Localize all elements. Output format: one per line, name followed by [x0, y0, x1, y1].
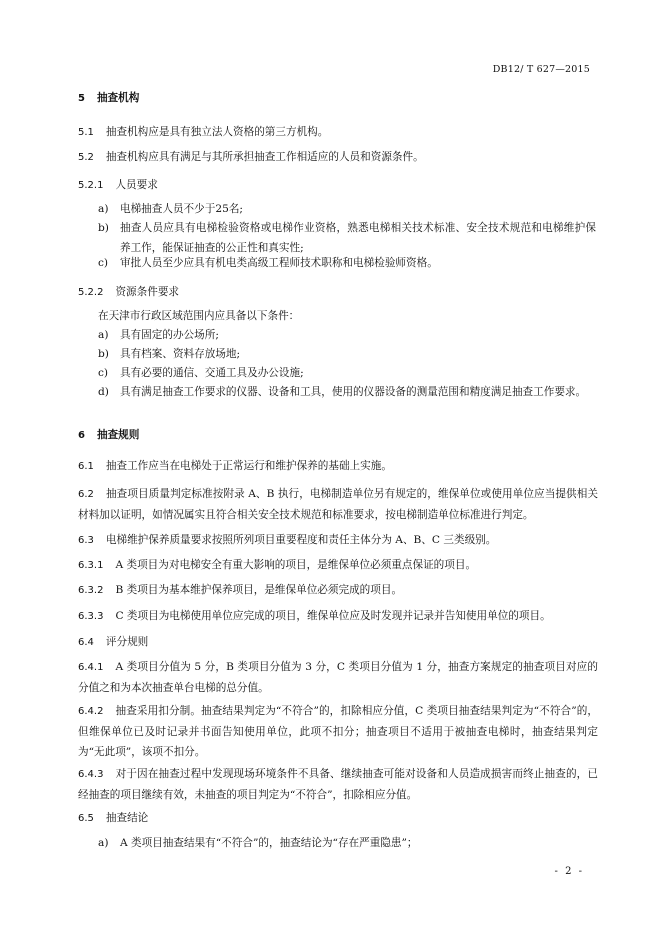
clause-number: 6.1 — [78, 461, 94, 472]
clause-6-4-3 — [78, 764, 598, 805]
list-item — [98, 363, 596, 383]
section-number: 5 — [78, 93, 85, 104]
clause-text: 抽查工作应当在电梯处于正常运行和维护保养的基础上实施。 — [105, 460, 392, 472]
clause-text: 电梯维护保养质量要求按照所列项目重要程度和责任主体分为 A、B、C 三类级别。 — [105, 534, 497, 546]
clause-text: 人员要求 — [115, 179, 158, 191]
clause-number: 6.4 — [78, 637, 94, 648]
list-text: 审批人员至少应具有机电类高级工程师技术职称和电梯检验师资格。 — [120, 257, 438, 269]
clause-number: 6.3.1 — [78, 560, 104, 571]
clause-6-1 — [78, 456, 598, 477]
list-item — [98, 253, 596, 273]
section-number: 6 — [78, 430, 85, 441]
clause-5-2-1 — [78, 175, 598, 196]
clause-number: 6.4.2 — [78, 706, 104, 717]
list-item — [98, 218, 596, 258]
clause-6-4-2 — [78, 701, 598, 762]
clause-text: B 类项目为基本维护保养项目，是维保单位必须完成的项目。 — [115, 584, 403, 596]
list-text: 电梯抽查人员不少于25名; — [120, 203, 243, 215]
section-title: 抽查规则 — [96, 429, 140, 441]
clause-text: 抽查机构应是具有独立法人资格的第三方机构。 — [105, 126, 329, 138]
clause-5-2-2 — [78, 282, 598, 303]
clause-text: 对于因在抽查过程中发现现场环境条件不具备、继续抽查可能对设备和人员造成损害而终止抽查的，已经抽查的项目继续有效，未抽查的项目判定为“不符合”，扣除相应分值。 — [78, 768, 598, 801]
clause-number: 5.2 — [78, 152, 94, 163]
clause-number: 6.2 — [78, 489, 94, 500]
clause-5-2 — [78, 147, 598, 168]
clause-text: 抽查项目质量判定标准按附录 A、B 执行，电梯制造单位另有规定的，维保单位或使用单位应当提供相关材料加以证明，如情况属实且符合相关安全技术规范和标准要求，按电梯制造单位标准进行判定。 — [78, 488, 598, 521]
list-item — [98, 344, 596, 364]
clause-5-1 — [78, 122, 598, 143]
clause-6-2 — [78, 484, 598, 525]
list-item — [98, 325, 596, 345]
clause-text: C 类项目为电梯使用单位应完成的项目，维保单位应及时发现并记录并告知使用单位的项目。 — [115, 610, 551, 622]
clause-number: 6.4.1 — [78, 662, 104, 673]
section-5-heading — [78, 88, 598, 109]
clause-text: A 类项目分值为 5 分，B 类项目分值为 3 分，C 类项目分值为 1 分，抽查方案规定的抽查项目对应的分值之和为本次抽查单台电梯的总分值。 — [78, 661, 598, 694]
list-label: c) — [98, 367, 109, 379]
list-label: a) — [98, 837, 109, 849]
list-label: b) — [98, 348, 109, 360]
section-title: 抽查机构 — [96, 92, 140, 104]
list-item — [98, 382, 596, 402]
section-6-heading — [78, 425, 598, 446]
list-item — [98, 833, 596, 853]
clause-text: 抽查采用扣分制。抽查结果判定为“不符合”的，扣除相应分值，C 类项目抽查结果判定为“不符合”的，但维保单位已及时记录并书面告知使用单位，此项不扣分；抽查项目不适用于被抽查电梯时，抽查结果判定为“无此项”，该项不扣分。 — [78, 705, 598, 758]
list-label: a) — [98, 329, 109, 341]
clause-6-3-3 — [78, 606, 598, 627]
clause-6-4 — [78, 632, 598, 653]
list-text: 具有满足抽查工作要求的仪器、设备和工具，使用的仪器设备的测量范围和精度满足抽查工作要求。 — [120, 386, 587, 398]
clause-text: 资源条件要求 — [115, 286, 180, 298]
clause-number: 6.5 — [78, 813, 94, 824]
clause-number: 6.3.3 — [78, 611, 104, 622]
list-text: 具有必要的通信、交通工具及办公设施; — [120, 367, 304, 379]
page-number: - 2 - — [554, 866, 584, 877]
clause-number: 6.3 — [78, 535, 94, 546]
clause-text: 抽查机构应具有满足与其所承担抽查工作相适应的人员和资源条件。 — [105, 151, 424, 163]
clause-6-5 — [78, 808, 598, 829]
intro-text: 在天津市行政区域范围内应具备以下条件： — [98, 310, 300, 322]
clause-6-3 — [78, 530, 598, 551]
list-text: 具有固定的办公场所; — [120, 329, 219, 341]
clause-number: 5.1 — [78, 127, 94, 138]
clause-6-3-2 — [78, 580, 598, 601]
list-label: b) — [98, 222, 109, 234]
list-item — [98, 199, 596, 219]
clause-6-4-1 — [78, 657, 598, 698]
clause-text: 抽查结论 — [105, 812, 149, 824]
list-label: d) — [98, 386, 109, 398]
standard-code: DB12/ T 627—2015 — [492, 64, 590, 75]
clause-number: 6.4.3 — [78, 769, 104, 780]
clause-number: 5.2.2 — [78, 287, 104, 298]
list-label: c) — [98, 257, 109, 269]
clause-number: 5.2.1 — [78, 180, 104, 191]
list-text: 具有档案、资料存放场地; — [120, 348, 241, 360]
clause-text: 评分规则 — [105, 636, 149, 648]
clause-number: 6.3.2 — [78, 585, 104, 596]
list-label: a) — [98, 203, 109, 215]
clause-6-3-1 — [78, 555, 598, 576]
list-text: A 类项目抽查结果有“不符合”的，抽查结论为“存在严重隐患”； — [120, 837, 418, 849]
clause-text: A 类项目为对电梯安全有重大影响的项目，是维保单位必须重点保证的项目。 — [115, 559, 477, 571]
list-text: 抽查人员应具有电梯检验资格或电梯作业资格，熟悉电梯相关技术标准、安全技术规范和电梯维护保养工作，能保证抽查的公正性和真实性; — [120, 222, 596, 254]
